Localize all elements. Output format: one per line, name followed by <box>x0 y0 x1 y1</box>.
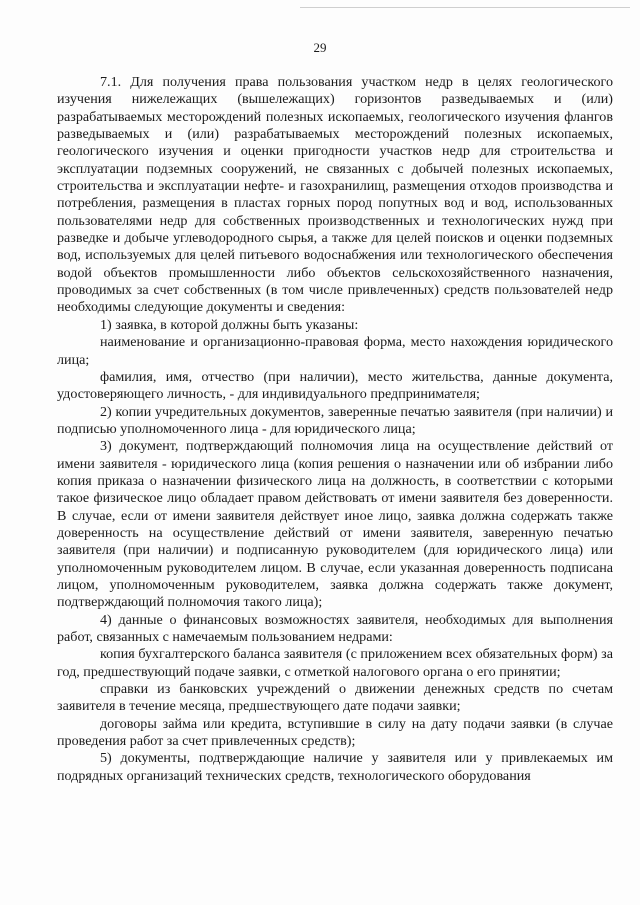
paragraph-item-5-technical-means: 5) документы, подтверждающие наличие у заявителя или у привлекаемых им подрядных организаций технических средств, технологического оборудования <box>57 750 613 784</box>
page-number: 29 <box>313 40 327 55</box>
document-body <box>57 74 613 785</box>
paragraph-item-1-application: 1) заявка, в которой должны быть указаны: <box>100 316 359 333</box>
paragraph-item-4-financial-data: 4) данные о финансовых возможностях заявителя, необходимых для выполнения работ, связанных с намечаемым пользованием недрами: <box>57 611 613 645</box>
paragraph-entrepreneur-data: фамилия, имя, отчество (при наличии), место жительства, данные документа, удостоверяющего личность, - для индивидуального предпринимателя; <box>57 368 613 403</box>
paragraph-loan-agreements: договоры займа или кредита, вступившие в силу на дату подачи заявки (в случае проведения работ за счет привлеченных средств); <box>57 715 613 750</box>
paragraph-bank-statements: справки из банковских учреждений о движении денежных средств по счетам заявителя в течение месяца, предшествующего дате подачи заявки; <box>57 681 613 715</box>
paragraph-item-3-authority-doc: 3) документ, подтверждающий полномочия лица на осуществление действий от имени заявителя - юридического лица (копия решения о назначении или об избрании либо копия приказа о назначении физического лица на должность, в соответствии с которыми такое физическое лицо обладает правом действовать от имени заявителя без доверенности. В случае, если от имени заявителя действует иное лицо, заявка должна содержать также доверенность на осуществление действий от имени заявителя, заверенную печатью заявителя (при наличии) и подписанную руководителем (для юридического лица) или уполномоченным руководителем лицом. В случае, если указанная доверенность подписана лицом, уполномоченным руководителем, заявка должна содержать также документ, подтверждающий полномочия такого лица); <box>57 438 613 611</box>
paragraph-balance-sheet: копия бухгалтерского баланса заявителя (с приложением всех обязательных форм) за год, предшествующий подаче заявки, с отметкой налогового органа о его принятии; <box>57 646 613 680</box>
scan-edge-line <box>300 7 630 8</box>
paragraph-7-1-intro: 7.1. Для получения права пользования участком недр в целях геологического изучения нижележащих (вышележащих) горизонтов разведываемых и (или) разрабатываемых месторождений полезных ископаемых, геологического изучения флангов разведываемых и (или) разрабатываемых месторождений полезных ископаемых, геологического изучения и оценки пригодности участков недр для строительства и эксплуатации подземных сооружений, не связанных с добычей полезных ископаемых, строительства и эксплуатации нефте- и газохранилищ, размещения отходов производства и потребления, размещения в пластах горных пород попутных вод и вод, использованных пользователями недр для собственных производственных и технологических нужд при разведке и добыче углеводородного сырья, а также для целей поисков и оценки подземных вод, используемых для целей питьевого водоснабжения или технологического обеспечения водой объектов промышленности либо объектов сельскохозяйственного назначения, проводимых за счет собственных (в том числе привлеченных) средств пользователей недр необходимы следующие документы и сведения: <box>57 74 613 316</box>
paragraph-legal-entity-name: наименование и организационно-правовая форма, место нахождения юридического лица; <box>57 334 613 368</box>
paragraph-item-2-founding-docs: 2) копии учредительных документов, заверенные печатью заявителя (при наличии) и подписью уполномоченного лица - для юридического лица; <box>57 403 613 437</box>
